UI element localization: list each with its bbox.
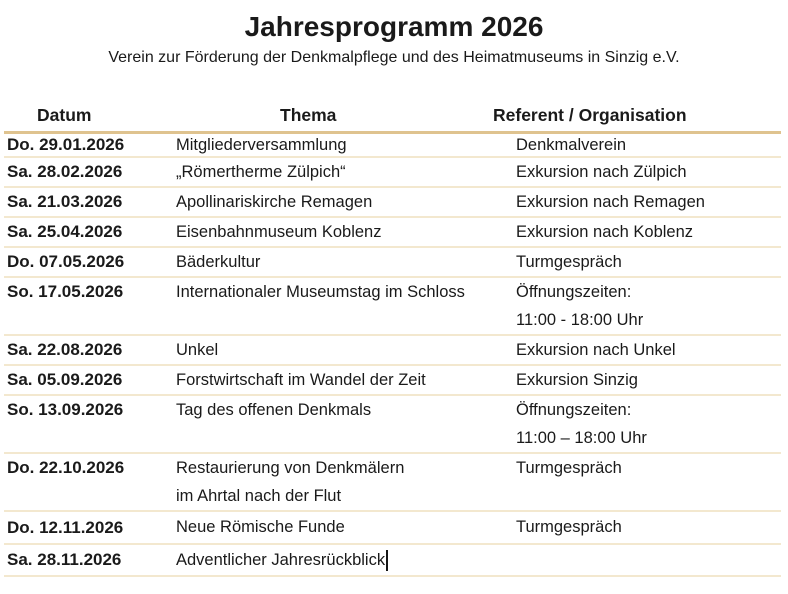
column-header-thema[interactable]: Thema	[280, 105, 337, 125]
referent-text[interactable]: Exkursion nach Unkel	[516, 340, 676, 359]
thema-text[interactable]: Bäderkultur	[176, 252, 261, 271]
referent-text[interactable]: 11:00 - 18:00 Uhr	[516, 310, 644, 329]
table-header-row	[0, 105, 788, 131]
referent-text[interactable]: Exkursion nach Remagen	[516, 192, 705, 211]
referent-text[interactable]: Exkursion nach Koblenz	[516, 222, 694, 241]
program-table-body	[4, 134, 781, 577]
datum-text[interactable]: Sa. 28.11.2026	[7, 550, 122, 569]
referent-cell[interactable]	[516, 396, 781, 452]
datum-text[interactable]: Do. 07.05.2026	[7, 252, 125, 271]
referent-text[interactable]: Turmgespräch	[516, 458, 622, 477]
datum-cell[interactable]	[4, 218, 176, 246]
thema-text[interactable]: im Ahrtal nach der Flut	[176, 486, 342, 505]
datum-cell[interactable]	[4, 512, 176, 543]
text-caret	[386, 550, 388, 571]
referent-cell[interactable]	[516, 218, 781, 246]
thema-cell[interactable]	[176, 396, 516, 452]
table-row	[4, 454, 781, 512]
referent-cell[interactable]	[516, 158, 781, 186]
thema-text[interactable]: Tag des offenen Denkmals	[176, 400, 372, 419]
datum-text[interactable]: Sa. 28.02.2026	[7, 162, 123, 181]
thema-cell[interactable]	[176, 218, 516, 246]
table-row	[4, 336, 781, 366]
referent-text[interactable]: Turmgespräch	[516, 518, 622, 536]
thema-cell[interactable]	[176, 134, 516, 156]
datum-text[interactable]: Sa. 22.08.2026	[7, 340, 123, 359]
table-row	[4, 158, 781, 188]
thema-cell[interactable]	[176, 278, 516, 334]
referent-cell[interactable]	[516, 248, 781, 276]
datum-cell[interactable]	[4, 278, 176, 334]
datum-text[interactable]: Do. 29.01.2026	[7, 135, 125, 154]
thema-text[interactable]: Eisenbahnmuseum Koblenz	[176, 222, 382, 241]
datum-text[interactable]: Do. 12.11.2026	[7, 517, 124, 537]
datum-cell[interactable]	[4, 248, 176, 276]
referent-text[interactable]: Öffnungszeiten:	[516, 282, 632, 301]
thema-cell[interactable]	[176, 188, 516, 216]
datum-text[interactable]: Sa. 25.04.2026	[7, 222, 123, 241]
thema-cell[interactable]	[176, 248, 516, 276]
datum-text[interactable]: Sa. 21.03.2026	[7, 192, 123, 211]
datum-cell[interactable]	[4, 545, 176, 575]
table-row	[4, 512, 781, 545]
table-row	[4, 188, 781, 218]
table-row	[4, 248, 781, 278]
thema-text[interactable]: Internationaler Museumstag im Schloss	[176, 282, 465, 301]
table-row	[4, 134, 781, 158]
referent-cell[interactable]	[516, 512, 781, 543]
datum-cell[interactable]	[4, 396, 176, 452]
referent-text[interactable]: 11:00 – 18:00 Uhr	[516, 428, 647, 447]
thema-cell[interactable]	[176, 545, 516, 575]
thema-text[interactable]: Neue Römische Funde	[176, 518, 345, 536]
thema-text[interactable]: Mitgliederversammlung	[176, 135, 347, 154]
thema-cell[interactable]	[176, 158, 516, 186]
thema-cell[interactable]	[176, 454, 516, 510]
referent-cell[interactable]	[516, 545, 781, 575]
referent-text[interactable]: Denkmalverein	[516, 135, 627, 154]
referent-cell[interactable]	[516, 366, 781, 394]
referent-text[interactable]: Öffnungszeiten:	[516, 400, 632, 419]
thema-text[interactable]: Apollinariskirche Remagen	[176, 192, 373, 211]
datum-text[interactable]: Sa. 05.09.2026	[7, 370, 123, 389]
datum-cell[interactable]	[4, 336, 176, 364]
referent-cell[interactable]	[516, 336, 781, 364]
document-title[interactable]: Jahresprogramm 2026	[244, 11, 544, 42]
referent-text[interactable]: Exkursion Sinzig	[516, 370, 638, 389]
thema-cell[interactable]	[176, 512, 516, 543]
thema-text[interactable]: „Römertherme Zülpich“	[176, 162, 346, 181]
referent-cell[interactable]	[516, 278, 781, 334]
referent-text[interactable]: Turmgespräch	[516, 252, 622, 271]
column-header-datum[interactable]: Datum	[37, 105, 92, 125]
thema-text[interactable]: Restaurierung von Denkmälern	[176, 458, 405, 477]
document-subtitle[interactable]: Verein zur Förderung der Denkmalpflege und des Heimatmuseums in Sinzig e.V.	[108, 49, 680, 66]
thema-text[interactable]: Adventlicher Jahresrückblick	[176, 545, 516, 575]
table-row	[4, 366, 781, 396]
datum-text[interactable]: So. 13.09.2026	[7, 400, 124, 419]
datum-cell[interactable]	[4, 134, 176, 156]
table-row	[4, 396, 781, 454]
datum-text[interactable]: So. 17.05.2026	[7, 282, 124, 301]
thema-text[interactable]: Unkel	[176, 340, 219, 359]
thema-cell[interactable]	[176, 336, 516, 364]
table-row	[4, 218, 781, 248]
thema-cell[interactable]	[176, 366, 516, 394]
referent-text[interactable]: Exkursion nach Zülpich	[516, 162, 687, 181]
referent-cell[interactable]	[516, 454, 781, 510]
datum-cell[interactable]	[4, 366, 176, 394]
table-row	[4, 278, 781, 336]
referent-cell[interactable]	[516, 134, 781, 156]
referent-text[interactable]	[516, 545, 781, 575]
datum-cell[interactable]	[4, 454, 176, 510]
column-header-referent[interactable]: Referent / Organisation	[493, 105, 687, 125]
thema-text[interactable]: Forstwirtschaft im Wandel der Zeit	[176, 370, 426, 389]
datum-text[interactable]: Do. 22.10.2026	[7, 458, 125, 477]
datum-cell[interactable]	[4, 188, 176, 216]
table-row	[4, 545, 781, 577]
datum-cell[interactable]	[4, 158, 176, 186]
referent-cell[interactable]	[516, 188, 781, 216]
